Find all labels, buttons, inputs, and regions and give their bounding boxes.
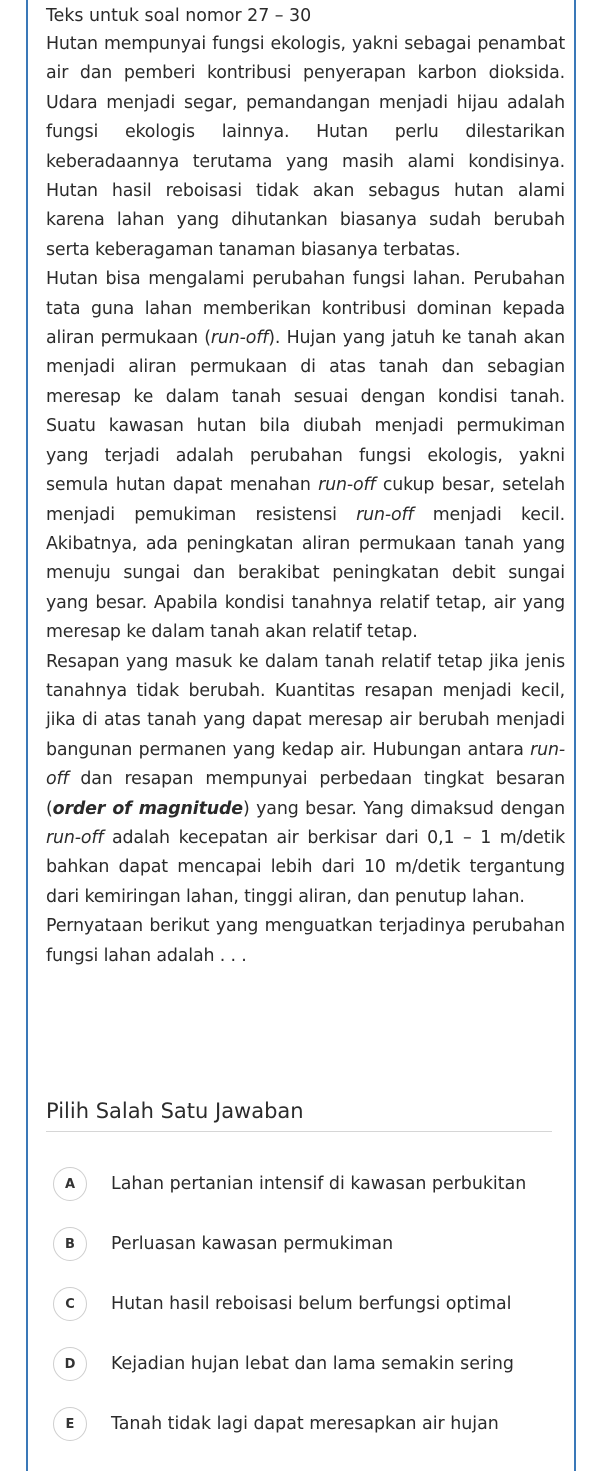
right-border-rule: [574, 0, 576, 1471]
option-letter-badge: E: [53, 1407, 87, 1441]
answer-option-d[interactable]: [53, 1346, 553, 1382]
option-letter-badge: D: [53, 1347, 87, 1381]
left-border-rule: [26, 0, 28, 1471]
passage-paragraph-2: Hutan bisa mengalami perubahan fungsi lahan. Perubahan tata guna lahan memberikan kontribusi dominan kepada aliran permukaan (run-off). Hujan yang jatuh ke tanah akan menjadi aliran permukaan di atas tanah dan sebagian meresap ke dalam tanah sesuai dengan kondisi tanah. Suatu kawasan hutan bila diubah menjadi permukiman yang terjadi adalah perubahan fungsi ekologis, yakni semula hutan dapat menahan run-off cukup besar, setelah menjadi pemukiman resistensi run-off menjadi kecil. Akibatnya, ada peningkatan aliran permukaan tanah yang menuju sungai dan berakibat peningkatan debit sungai yang besar. Apabila kondisi tanahnya relatif tetap, air yang meresap ke dalam tanah akan relatif tetap.: [46, 269, 565, 643]
answer-option-e[interactable]: [53, 1406, 553, 1442]
option-letter-badge: C: [53, 1287, 87, 1321]
answer-option-a[interactable]: [53, 1166, 553, 1202]
option-letter-badge: A: [53, 1167, 87, 1201]
passage-heading: Teks untuk soal nomor 27 – 30: [46, 6, 312, 26]
option-label: Kejadian hujan lebat dan lama semakin sering: [111, 1354, 514, 1374]
question-text-block: [46, 2, 565, 971]
section-divider: [46, 1131, 552, 1132]
option-label: Tanah tidak lagi dapat meresapkan air hujan: [111, 1414, 499, 1434]
option-label: Perluasan kawasan permukiman: [111, 1234, 394, 1254]
option-label: Hutan hasil reboisasi belum berfungsi optimal: [111, 1294, 512, 1314]
passage-paragraph-1: Hutan mempunyai fungsi ekologis, yakni sebagai penambat air dan pemberi kontribusi penyerapan karbon dioksida. Udara menjadi segar, pemandangan menjadi hijau adalah fungsi ekologis lainnya. Hutan perlu dilestarikan keberadaannya terutama yang masih alami kondisinya. Hutan hasil reboisasi tidak akan sebagus hutan alami karena lahan yang dihutankan biasanya sudah berubah serta keberagaman tanaman biasanya terbatas.: [46, 34, 565, 260]
question-prompt: Pernyataan berikut yang menguatkan terjadinya perubahan fungsi lahan adalah . . .: [46, 916, 565, 966]
answer-option-c[interactable]: [53, 1286, 553, 1322]
option-letter-badge: B: [53, 1227, 87, 1261]
answer-option-b[interactable]: [53, 1226, 553, 1262]
answer-section-title: Pilih Salah Satu Jawaban: [46, 1099, 304, 1123]
passage-paragraph-3: Resapan yang masuk ke dalam tanah relatif tetap jika jenis tanahnya tidak berubah. Kuantitas resapan menjadi kecil, jika di atas tanah yang dapat meresap air berubah menjadi bangunan permanen yang kedap air. Hubungan antara run-off dan resapan mempunyai perbedaan tingkat besaran (order of magnitude) yang besar. Yang dimaksud dengan run-off adalah kecepatan air berkisar dari 0,1 – 1 m/detik bahkan dapat mencapai lebih dari 10 m/detik tergantung dari kemiringan lahan, tinggi aliran, dan penutup lahan.: [46, 651, 565, 907]
option-label: Lahan pertanian intensif di kawasan perbukitan: [111, 1174, 527, 1194]
